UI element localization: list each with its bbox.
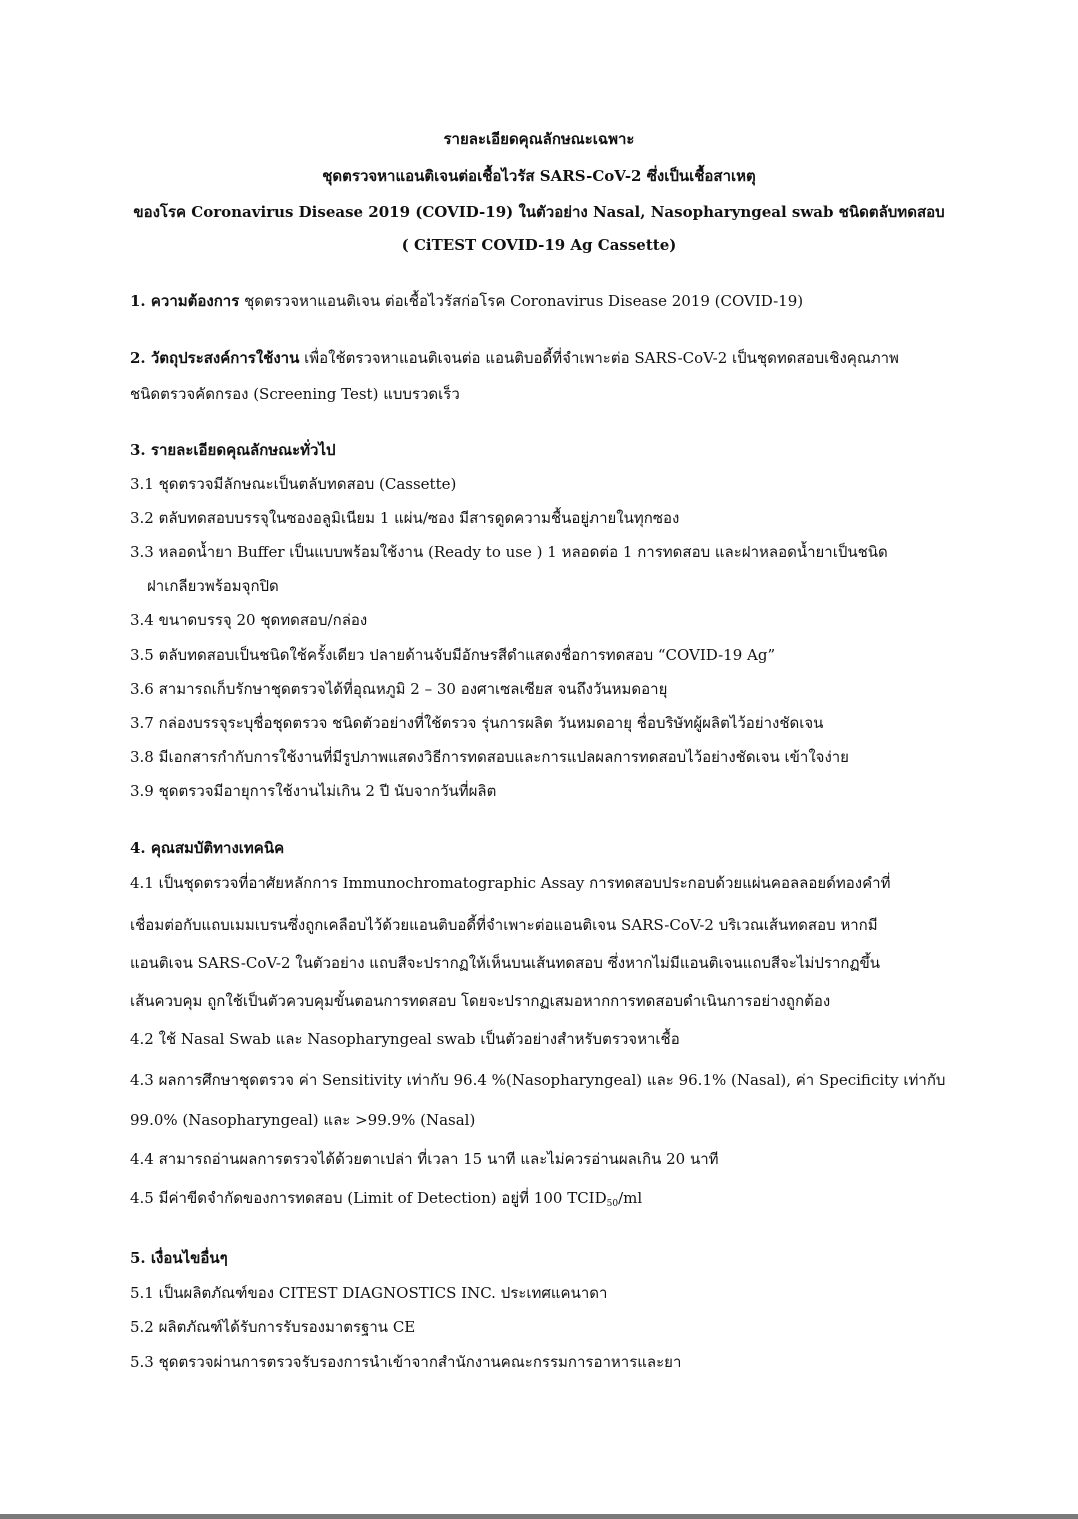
section-2-text: เพื่อใช้ตรวจหาแอนติเจนต่อ แอนติบอดี้ที่จำเพาะต่อ SARS-CoV-2 เป็นชุดทดสอบเชิงคุณภาพ <box>299 349 899 367</box>
item-3-3-continued: ฝาเกลียวพร้อมจุกปิด <box>147 577 279 595</box>
item-4-5 <box>130 1188 642 1214</box>
item-4-5-unit: /ml <box>618 1189 643 1207</box>
item-4-1-line-2: เชื่อมต่อกับแถบเมมเบรนซึ่งถูกเคลือบไว้ด้วยแอนติบอดี้ที่จำเพาะต่อแอนติเจน SARS-CoV-2 บริเวณเส้นทดสอบ หากมี <box>130 916 878 934</box>
item-5-2: 5.2 ผลิตภัณฑ์ได้รับการรับรองมาตรฐาน CE <box>130 1318 416 1336</box>
item-3-7: 3.7 กล่องบรรจุระบุชื่อชุดตรวจ ชนิดตัวอย่างที่ใช้ตรวจ รุ่นการผลิต วันหมดอายุ ชื่อบริษัทผู้ผลิตไว้อย่างชัดเจน <box>130 714 824 732</box>
section-5-heading: 5. เงื่อนไขอื่นๆ <box>130 1249 228 1267</box>
item-3-6: 3.6 สามารถเก็บรักษาชุดตรวจได้ที่อุณหภูมิ 2 – 30 องศาเซลเซียส จนถึงวันหมดอายุ <box>130 680 668 698</box>
section-3-heading: 3. รายละเอียดคุณลักษณะทั่วไป <box>130 441 336 459</box>
item-4-1: 4.1 เป็นชุดตรวจที่อาศัยหลักการ Immunochromatographic Assay การทดสอบประกอบด้วยแผ่นคอลลอยด์ทองคำที่ <box>130 874 891 892</box>
item-3-4: 3.4 ขนาดบรรจุ 20 ชุดทดสอบ/กล่อง <box>130 611 368 629</box>
item-3-5: 3.5 ตลับทดสอบเป็นชนิดใช้ครั้งเดียว ปลายด้านจับมีอักษรสีดำแสดงชื่อการทดสอบ “COVID-19 Ag” <box>130 646 776 664</box>
item-4-5-subscript: 50 <box>606 1199 619 1209</box>
item-4-1-line-3: แอนติเจน SARS-CoV-2 ในตัวอย่าง แถบสีจะปรากฏให้เห็นบนเส้นทดสอบ ซึ่งหากไม่มีแอนติเจนแถบสีจะไม่ปรากฏขึ้น <box>130 954 881 972</box>
title-line-2: ชุดตรวจหาแอนติเจนต่อเชื้อไวรัส SARS-CoV-2 ซึ่งเป็นเชื้อสาเหตุ <box>322 167 756 185</box>
item-4-5-text: 4.5 มีค่าขีดจำกัดของการทดสอบ (Limit of Detection) อยู่ที่ 100 TCID <box>130 1189 607 1207</box>
title-line-4: ( CiTEST COVID-19 Ag Cassette) <box>401 236 677 254</box>
section-1-heading: 1. ความต้องการ <box>130 292 240 310</box>
section-1 <box>130 291 803 311</box>
title-line-1: รายละเอียดคุณลักษณะเฉพาะ <box>443 130 635 148</box>
title-line-3: ของโรค Coronavirus Disease 2019 (COVID-19) ในตัวอย่าง Nasal, Nasopharyngeal swab ชนิดตลับทดสอบ <box>133 203 945 221</box>
item-4-1-line-4: เส้นควบคุม ถูกใช้เป็นตัวควบคุมขั้นตอนการทดสอบ โดยจะปรากฏเสมอหากการทดสอบดำเนินการอย่างถูกต้อง <box>130 992 831 1010</box>
item-4-3-line-2: 99.0% (Nasopharyngeal) และ >99.9% (Nasal) <box>130 1111 476 1129</box>
item-4-3: 4.3 ผลการศึกษาชุดตรวจ ค่า Sensitivity เท่ากับ 96.4 %(Nasopharyngeal) และ 96.1% (Nasal), ค่า Specificity เท่ากับ <box>130 1071 946 1089</box>
item-5-3: 5.3 ชุดตรวจผ่านการตรวจรับรองการนำเข้าจากสำนักงานคณะกรรมการอาหารและยา <box>130 1353 682 1371</box>
item-3-2: 3.2 ตลับทดสอบบรรจุในซองอลูมิเนียม 1 แผ่น/ซอง มีสารดูดความชื้นอยู่ภายในทุกซอง <box>130 509 680 527</box>
section-2-heading: 2. วัตถุประสงค์การใช้งาน <box>130 349 300 367</box>
bottom-edge-bar <box>0 1514 1078 1519</box>
item-3-1: 3.1 ชุดตรวจมีลักษณะเป็นตลับทดสอบ (Cassette) <box>130 475 457 493</box>
item-4-4: 4.4 สามารถอ่านผลการตรวจได้ด้วยตาเปล่า ที่เวลา 15 นาที และไม่ควรอ่านผลเกิน 20 นาที <box>130 1150 719 1168</box>
item-3-8: 3.8 มีเอกสารกำกับการใช้งานที่มีรูปภาพแสดงวิธีการทดสอบและการแปลผลการทดสอบไว้อย่างชัดเจน เข้าใจง่าย <box>130 748 849 766</box>
item-4-2: 4.2 ใช้ Nasal Swab และ Nasopharyngeal swab เป็นตัวอย่างสำหรับตรวจหาเชื้อ <box>130 1030 680 1048</box>
item-3-3: 3.3 หลอดน้ำยา Buffer เป็นแบบพร้อมใช้งาน (Ready to use ) 1 หลอดต่อ 1 การทดสอบ และฝาหลอดน้ำยาเป็นชนิด <box>130 543 888 561</box>
section-2 <box>130 348 899 368</box>
item-5-1: 5.1 เป็นผลิตภัณฑ์ของ CITEST DIAGNOSTICS INC. ประเทศแคนาดา <box>130 1284 608 1302</box>
section-2-text-line-2: ชนิดตรวจคัดกรอง (Screening Test) แบบรวดเร็ว <box>130 385 460 403</box>
item-3-9: 3.9 ชุดตรวจมีอายุการใช้งานไม่เกิน 2 ปี นับจากวันที่ผลิต <box>130 782 497 800</box>
section-4-heading: 4. คุณสมบัติทางเทคนิค <box>130 839 285 857</box>
section-1-text: ชุดตรวจหาแอนติเจน ต่อเชื้อไวรัสก่อโรค Coronavirus Disease 2019 (COVID-19) <box>239 292 804 310</box>
